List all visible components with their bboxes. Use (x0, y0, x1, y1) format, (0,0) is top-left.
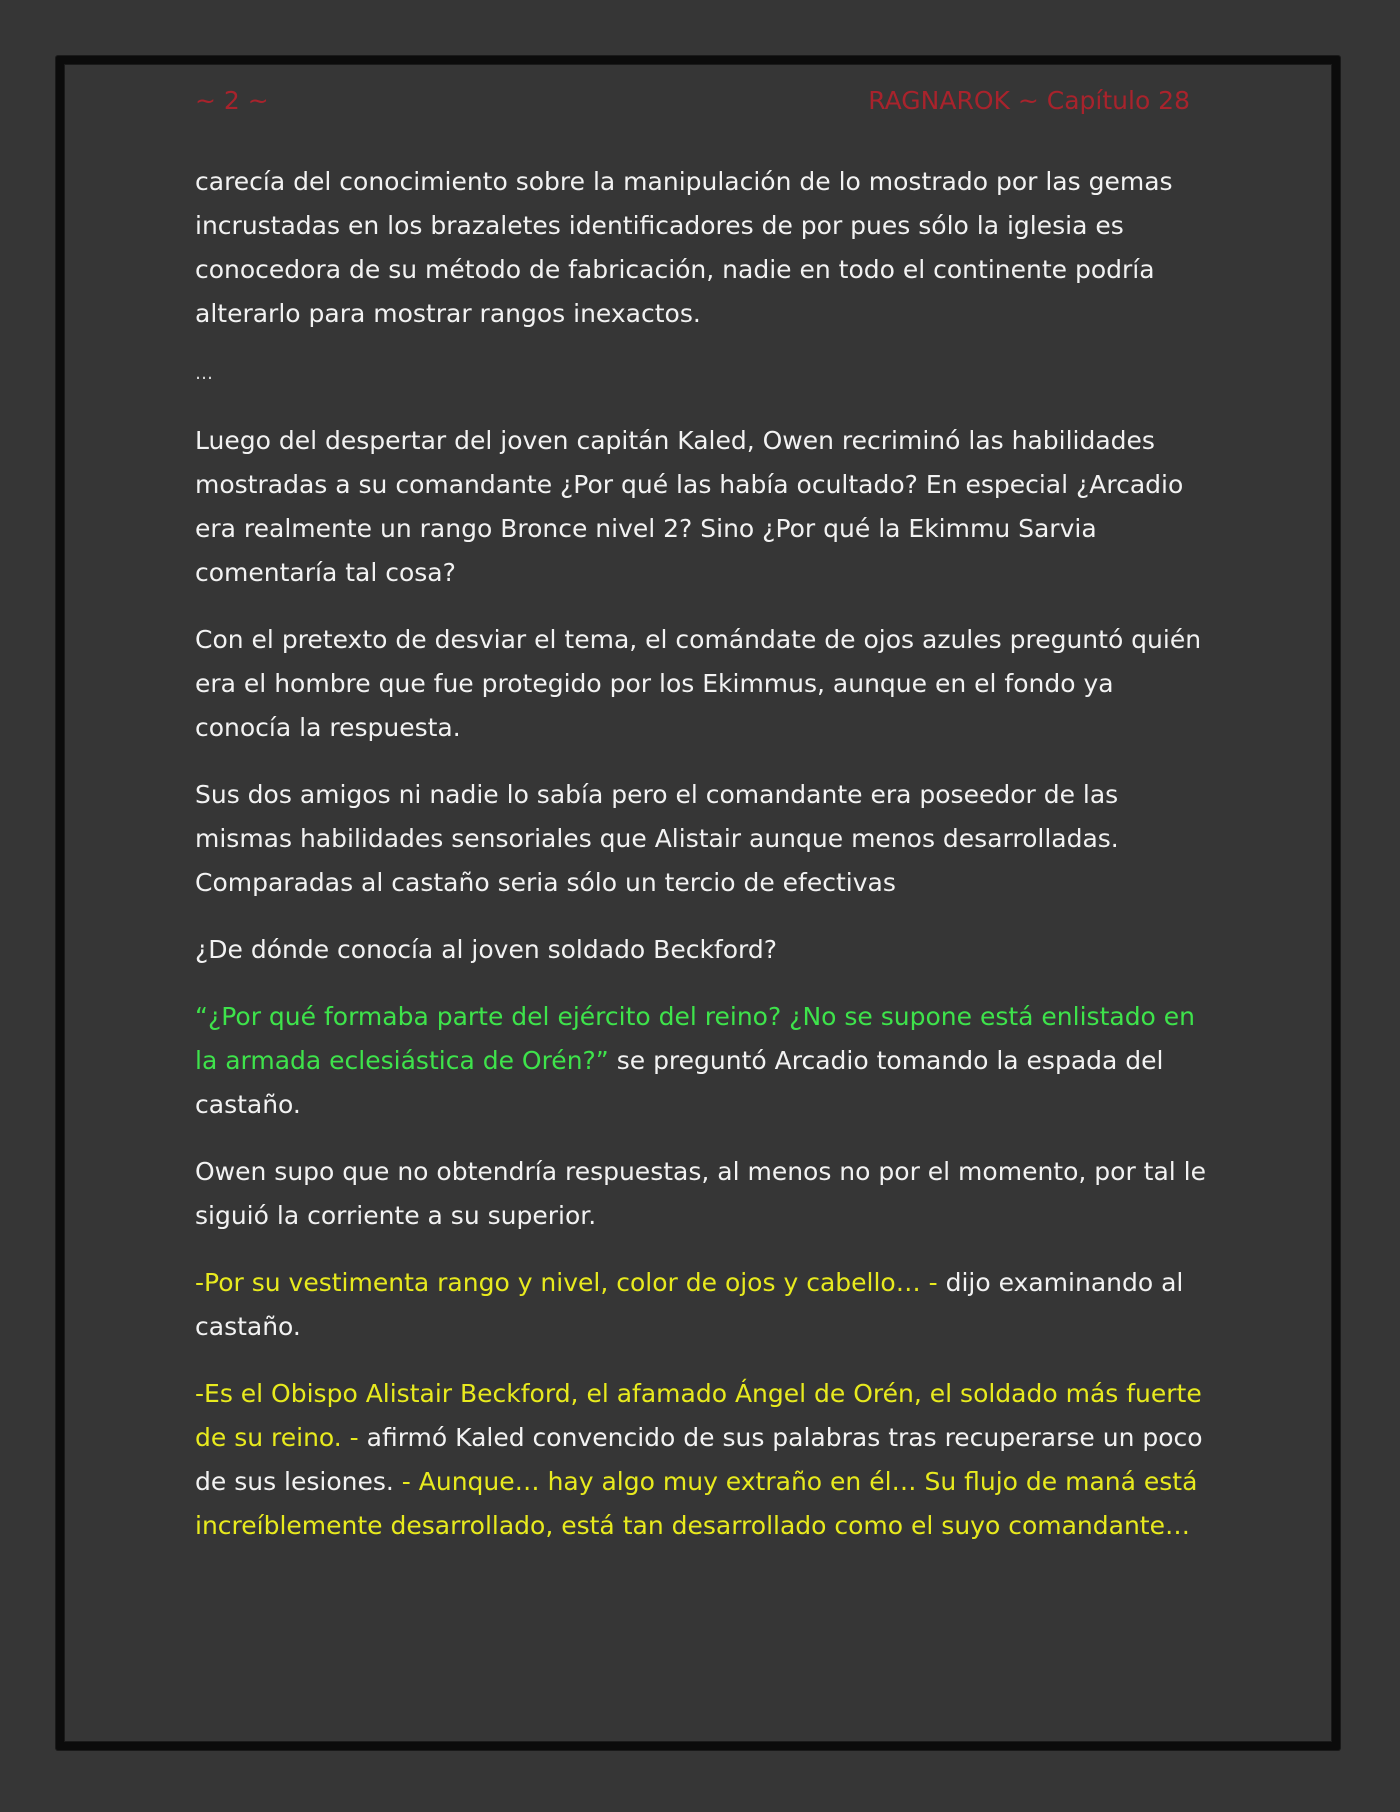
paragraph-3-text: Luego del despertar del joven capitán Kaled, Owen recriminó las habilidades mostradas a su comandante ¿Por qué las había ocultado? En especial ¿Arcadio era realmente un rango Bronce nivel 2? Sino ¿Por qué la Ekimmu Sarvia comentaría tal cosa? (195, 426, 1184, 587)
chapter-text (195, 160, 1210, 1571)
narration-text: afirmó Kaled convencido de sus palabras tras recuperarse un poco de sus lesiones. (195, 1423, 1203, 1496)
scene-break (195, 359, 1210, 389)
running-title: RAGNAROK ~ Capítulo 28 (868, 86, 1190, 115)
paragraph-8-text: Owen supo que no obtendría respuestas, al menos no por el momento, por tal le siguió la corriente a su superior. (195, 1157, 1207, 1230)
thought-text: “¿Por qué formaba parte del ejército del reino? ¿No se supone está enlistado en la armada eclesiástica de Orén?” (195, 1002, 1196, 1075)
paragraph-9 (195, 1261, 1210, 1349)
paragraph-6 (195, 928, 1210, 972)
paragraph-5-text: Sus dos amigos ni nadie lo sabía pero el comandante era poseedor de las mismas habilidades sensoriales que Alistair aunque menos desarrolladas. Comparadas al castaño seria sólo un tercio de efectivas (195, 780, 1119, 897)
paragraph-4 (195, 618, 1210, 750)
narration-text: se preguntó Arcadio tomando la espada del castaño. (195, 1046, 1164, 1119)
paragraph-4-text: Con el pretexto de desviar el tema, el comándate de ojos azules preguntó quién era el hombre que fue protegido por los Ekimmus, aunque en el fondo ya conocía la respuesta. (195, 625, 1202, 742)
dialogue-text: -Es el Obispo Alistair Beckford, el afamado Ángel de Orén, el soldado más fuerte de su reino. - (195, 1379, 1202, 1452)
paragraph-7 (195, 995, 1210, 1127)
scene-break-text: … (195, 363, 213, 384)
paragraph-6-text: ¿De dónde conocía al joven soldado Beckford? (195, 935, 778, 964)
paragraph-1 (195, 160, 1210, 336)
dialogue-text: - Aunque… hay algo muy extraño en él… Su flujo de maná está increíblemente desarrollado, está tan desarrollado como el suyo comandante… (195, 1467, 1198, 1540)
paragraph-10 (195, 1372, 1210, 1548)
narration-text: dijo examinando al castaño. (195, 1268, 1184, 1341)
paragraph-3 (195, 419, 1210, 595)
page-number: ~ 2 ~ (195, 86, 269, 115)
paragraph-8 (195, 1150, 1210, 1238)
page-header (195, 86, 1190, 122)
dialogue-text: -Por su vestimenta rango y nivel, color de ojos y cabello… - (195, 1268, 938, 1297)
paragraph-1-text: carecía del conocimiento sobre la manipulación de lo mostrado por las gemas incrustadas en los brazaletes identificadores de por pues sólo la iglesia es conocedora de su método de fabricación, nadie en todo el continente podría alterarlo para mostrar rangos inexactos. (195, 167, 1173, 328)
paragraph-5 (195, 773, 1210, 905)
